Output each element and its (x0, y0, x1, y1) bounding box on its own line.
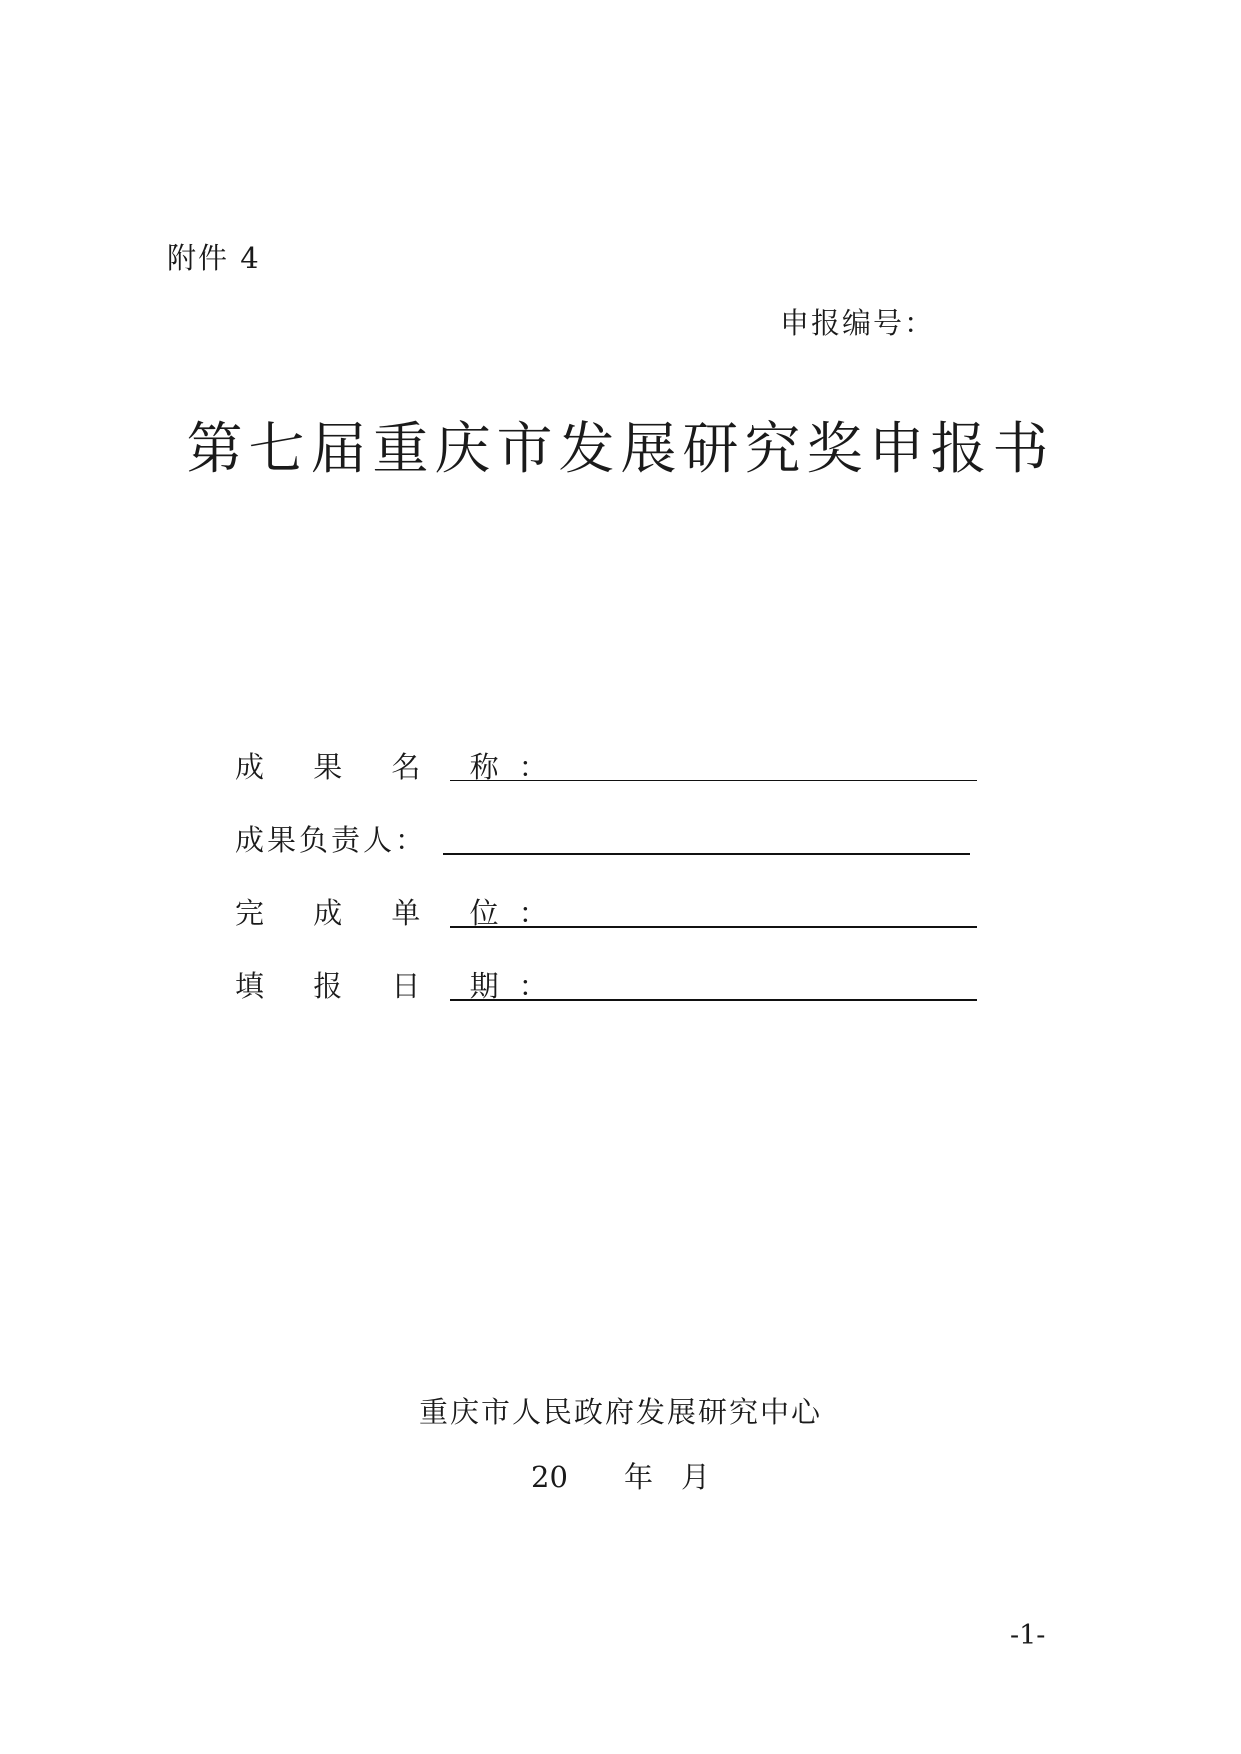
person-in-charge-input-line[interactable] (443, 853, 970, 855)
date-year-prefix: 20 (531, 1460, 568, 1494)
field-person-in-charge (235, 818, 995, 891)
achievement-name-input-line[interactable] (450, 780, 977, 781)
application-number-label: 申报编号： (780, 306, 936, 340)
page-number: -1- (1010, 1620, 1046, 1651)
completing-unit-input-line[interactable] (450, 926, 977, 928)
field-fill-date (235, 964, 995, 1037)
field-label: 填 报 日 期： (235, 969, 568, 1003)
application-form (235, 745, 995, 1037)
field-achievement-name (235, 745, 995, 818)
fill-date-input-line[interactable] (450, 999, 977, 1001)
date-year-label: 年 (623, 1460, 653, 1494)
organization-name: 重庆市人民政府发展研究中心 (418, 1395, 822, 1429)
page-title: 第七届重庆市发展研究奖申报书 (186, 417, 1055, 482)
attachment-label: 附件 4 (167, 241, 261, 275)
field-label: 成果负责人： (235, 823, 428, 857)
field-label: 完 成 单 位： (235, 896, 568, 930)
field-completing-unit (235, 891, 995, 964)
field-label: 成 果 名 称： (235, 750, 568, 784)
date-month-label: 月 (680, 1460, 710, 1494)
footer-date (0, 1455, 1241, 1496)
